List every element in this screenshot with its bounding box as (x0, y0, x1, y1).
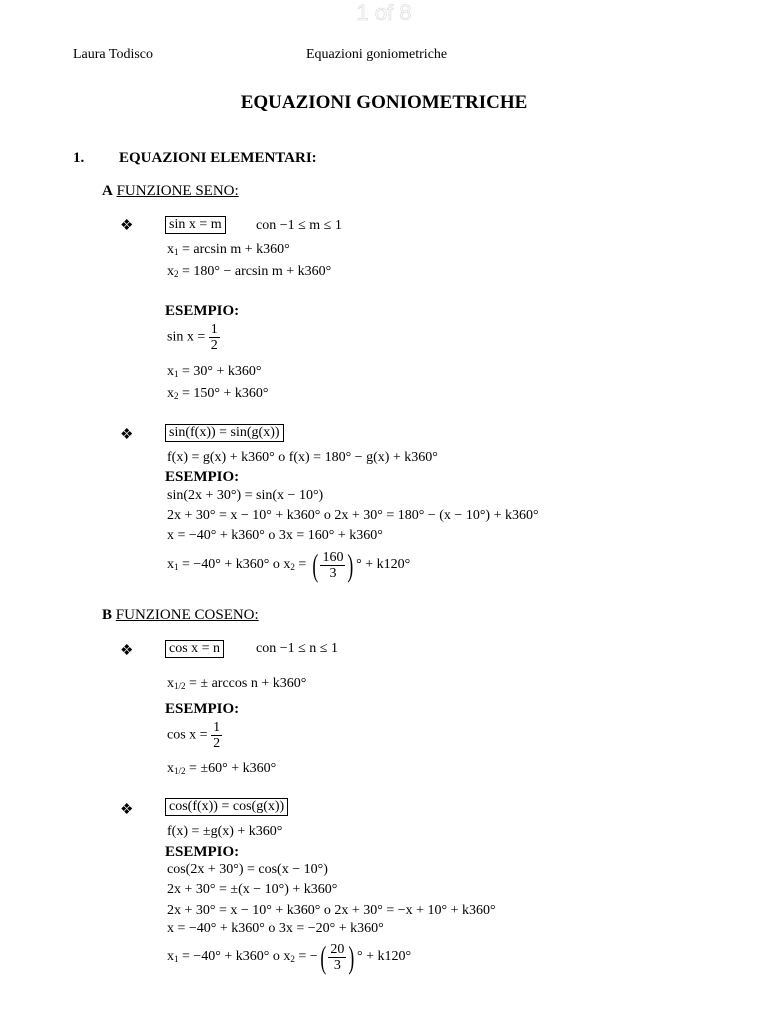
bullet-diamond-icon: ❖ (120, 643, 134, 659)
example-x2: x2 = 150° + k360° (167, 386, 269, 401)
formula-box: sin(f(x)) = sin(g(x)) (165, 424, 284, 442)
subsection-letter: B (102, 607, 113, 623)
subsection-title: FUNZIONE SENO: (116, 183, 239, 199)
example-line: 2x + 30° = ±(x − 10°) + k360° (167, 882, 338, 897)
header-author: Laura Todisco (73, 47, 154, 62)
example-equation: cos x = $\frac{1}{2}$ (167, 720, 221, 751)
page-indicator: 1 of 8 (356, 0, 412, 25)
example-line: x = −40° + k360° o 3x = 160° + k360° (167, 528, 383, 543)
section-number: 1. (73, 150, 85, 166)
example-solution: x1 = −40° + k360° o x2 = −( $\frac{20}{3}$ ) ° + k120° (167, 939, 412, 975)
example-line: 2x + 30° = x − 10° + k360° o 2x + 30° = 180° − (x − 10°) + k360° (167, 508, 539, 523)
example-label: ESEMPIO: (165, 469, 240, 485)
subsection-a (102, 183, 239, 200)
example-label: ESEMPIO: (165, 844, 240, 860)
header-subject: Equazioni goniometriche (306, 47, 448, 62)
formula-line: f(x) = ±g(x) + k360° (167, 824, 283, 839)
example-line: sin(2x + 30°) = sin(x − 10°) (167, 488, 324, 503)
bullet-diamond-icon: ❖ (120, 427, 134, 443)
formula-x1: x1 = arcsin m + k360° (167, 242, 290, 257)
example-line: cos(2x + 30°) = cos(x − 10°) (167, 862, 328, 877)
subsection-title: FUNZIONE COSENO: (115, 607, 259, 623)
example-x1: x1 = 30° + k360° (167, 364, 262, 379)
bullet-diamond-icon: ❖ (120, 802, 134, 818)
example-line: 2x + 30° = x − 10° + k360° o 2x + 30° = −x + 10° + k360° (167, 903, 496, 918)
formula-x2: x2 = 180° − arcsin m + k360° (167, 264, 332, 279)
condition: con −1 ≤ m ≤ 1 (256, 218, 342, 233)
example-line: x = −40° + k360° o 3x = −20° + k360° (167, 921, 384, 936)
example-equation: sin x = $\frac{1}{2}$ (167, 322, 218, 353)
example-x12: x1/2 = ±60° + k360° (167, 761, 277, 776)
example-solution: x1 = −40° + k360° o x2 = ( $\frac{160}{3}$ ) ° + k120° (167, 547, 411, 583)
formula-x12: x1/2 = ± arccos n + k360° (167, 676, 307, 691)
subsection-b (102, 607, 259, 624)
example-label: ESEMPIO: (165, 701, 240, 717)
page-title: EQUAZIONI GONIOMETRICHE (240, 92, 528, 113)
example-label: ESEMPIO: (165, 303, 240, 319)
section-title: EQUAZIONI ELEMENTARI: (119, 150, 317, 166)
condition: con −1 ≤ n ≤ 1 (256, 641, 338, 656)
bullet-diamond-icon: ❖ (120, 218, 134, 234)
formula-box: sin x = m (165, 216, 226, 234)
subsection-letter: A (102, 183, 113, 199)
formula-line: f(x) = g(x) + k360° o f(x) = 180° − g(x) + k360° (167, 450, 438, 465)
formula-box: cos x = n (165, 640, 224, 658)
formula-box: cos(f(x)) = cos(g(x)) (165, 798, 288, 816)
